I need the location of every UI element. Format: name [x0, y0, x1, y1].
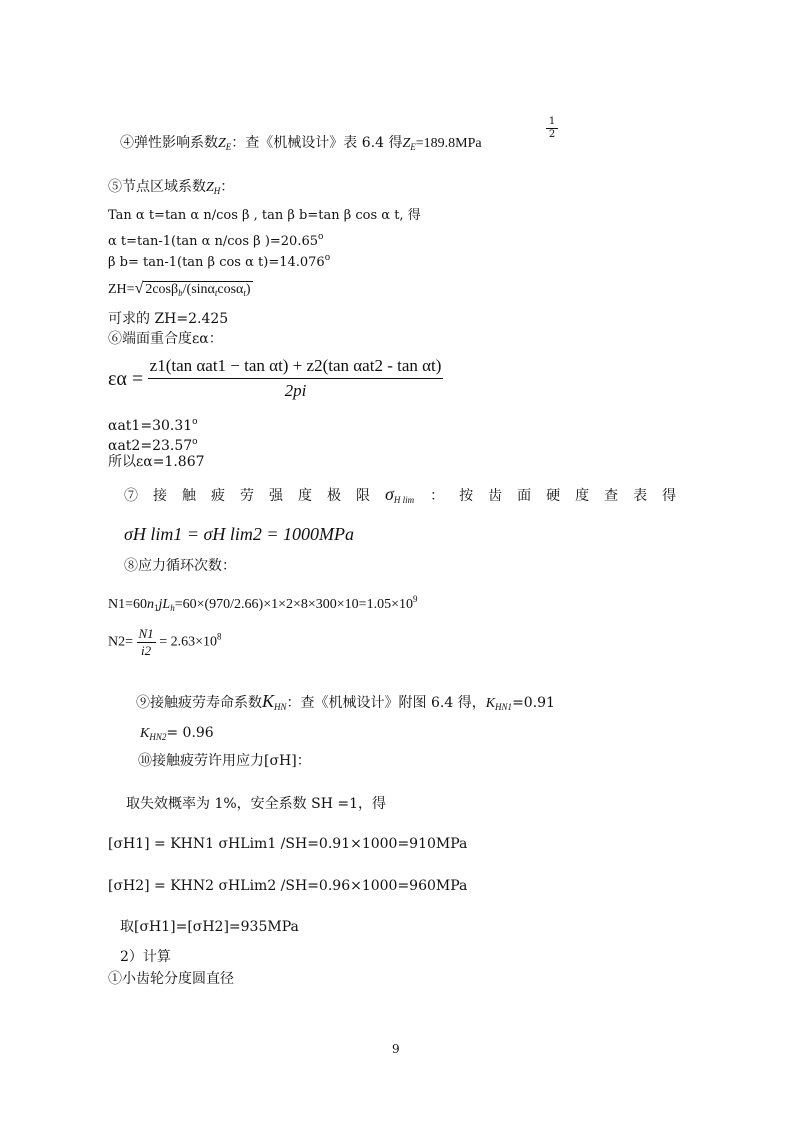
exp-den: 2	[548, 129, 556, 140]
sqrt-expr: )	[245, 282, 251, 297]
safety-factor-line: 取失效概率为 1%，安全系数 SH =1，得	[126, 796, 386, 812]
exponent-fraction	[546, 116, 558, 141]
formula-line: Tan α t=tan α n/cos β , tan β b=tan β cos α t, 得	[108, 208, 421, 223]
symbol: jL	[158, 597, 171, 612]
n1-formula: $N1=60n_1jL_h=60\times(970/2.66)\times 1\times 2\times 8\times 300\times 10=1.05\times 10^9$	[108, 594, 418, 613]
subscript: HN2	[149, 732, 167, 742]
alpha-text: αat2=23.57	[108, 438, 193, 454]
section-heading: ①小齿轮分度圆直径	[108, 971, 234, 987]
subscript: E	[410, 142, 416, 152]
degree: o	[324, 253, 331, 263]
formula-text: α t=tan-1(tan α n/cos β )=20.65	[108, 234, 318, 249]
result-line: 可求的 ZH=2.425	[108, 311, 229, 327]
subscript: E	[225, 142, 232, 152]
degree: o	[192, 417, 198, 427]
sigma-lim-formula: σH lim1 = σH lim2 = 1000MPa	[124, 524, 355, 544]
item-text: ：按齿面硬度查表得	[430, 488, 692, 504]
contact-fatigue-limit-line	[124, 485, 691, 509]
sqrt-expr: 2cosβ	[145, 282, 179, 297]
exp-num: 1	[546, 116, 558, 129]
colon: ：	[220, 179, 235, 195]
symbol: n	[147, 597, 155, 612]
subscript: HN1	[495, 702, 513, 712]
symbol: Z	[206, 180, 214, 195]
sigma-h-selected: 取[σH1]=[σH2]=935MPa	[120, 919, 299, 935]
n1-text: N1=60	[108, 597, 148, 612]
item-text: ：查《机械设计》表 6.4 得	[231, 135, 403, 151]
subscript: t	[214, 288, 218, 298]
eps-numerator: z1(tan αat1 − tan αt) + z2(tan αat2 - tan αt)	[148, 354, 444, 379]
khn2-line	[140, 724, 214, 746]
n2-denominator: i2	[141, 643, 152, 658]
degree: o	[318, 232, 324, 242]
value: =189.8MPa	[415, 136, 482, 151]
overlap-ratio-formula	[108, 354, 443, 403]
symbol: σ	[385, 484, 394, 504]
sigma-h1-formula: [σH1] = KHN1 σHLim1 /SH=0.91×1000=910MPa	[108, 836, 468, 852]
value: =0.91	[512, 695, 555, 711]
symbol: K	[485, 696, 496, 711]
section-heading: 2）计算	[120, 949, 171, 965]
item-text: ④弹性影响系数	[120, 135, 218, 151]
page-number: 9	[392, 1042, 400, 1056]
degree: o	[192, 437, 198, 447]
symbol: Z	[402, 136, 411, 151]
formula-line	[108, 249, 330, 272]
alpha-text: αat1=30.31	[108, 418, 193, 434]
n1-text: =60×(970/2.66)×1×2×8×300×10=1.05×10	[174, 597, 413, 612]
subscript: H lim	[393, 495, 415, 505]
formula-line	[108, 228, 323, 251]
item-text: ⑦接触疲劳强度极限	[124, 488, 385, 504]
allowable-stress-heading: ⑩接触疲劳许用应力[σH]：	[138, 753, 311, 769]
eps-fraction	[148, 354, 444, 403]
section-heading: ⑧应力循环次数：	[124, 558, 236, 574]
subscript: t	[243, 288, 246, 298]
sqrt-expr: /(sinα	[182, 282, 215, 297]
subscript: HN	[274, 702, 287, 712]
item-text: ：查《机械设计》附图 6.4 得，	[286, 695, 486, 711]
subscript: b	[178, 288, 183, 298]
zh-formula: ZH=√ 2cosβ$_b$/(sinα$_t$cosα$_t$)	[108, 280, 251, 298]
alpha-at1-line	[108, 413, 198, 435]
alpha-at2-line	[108, 433, 198, 455]
life-coefficient-line	[136, 692, 555, 716]
formula-text: β b= tan-1(tan β cos α t)=14.076	[108, 255, 325, 270]
subscript: h	[170, 603, 175, 613]
exponent: 8	[216, 631, 222, 642]
node-zone-coefficient-line	[108, 178, 234, 200]
result-line: 所以εα=1.867	[108, 454, 205, 470]
section-heading: ⑥端面重合度εα：	[108, 331, 223, 347]
item-text: ⑨接触疲劳寿命系数	[136, 695, 262, 711]
item-text: ⑤节点区域系数	[108, 179, 206, 195]
symbol: K	[140, 726, 150, 741]
elastic-coefficient-line	[120, 134, 482, 156]
symbol: Z	[218, 136, 226, 151]
n2-text: N2=	[108, 634, 134, 650]
sqrt-expr: cosα	[217, 282, 244, 297]
exponent: 9	[412, 594, 418, 604]
sigma-h2-formula: [σH2] = KHN2 σHLim2 /SH=0.96×1000=960MPa	[108, 878, 468, 894]
n2-fraction	[137, 626, 156, 659]
symbol: K	[262, 691, 275, 711]
n2-text: = 2.63×10	[159, 634, 217, 650]
n2-formula	[108, 626, 221, 659]
subscript: H	[213, 186, 221, 196]
zh-prefix: ZH=	[108, 282, 135, 297]
value: = 0.96	[166, 725, 214, 741]
n2-numerator: N1	[138, 626, 154, 641]
eps-denominator: 2pi	[284, 381, 307, 400]
eps-lhs: εα =	[108, 367, 144, 390]
